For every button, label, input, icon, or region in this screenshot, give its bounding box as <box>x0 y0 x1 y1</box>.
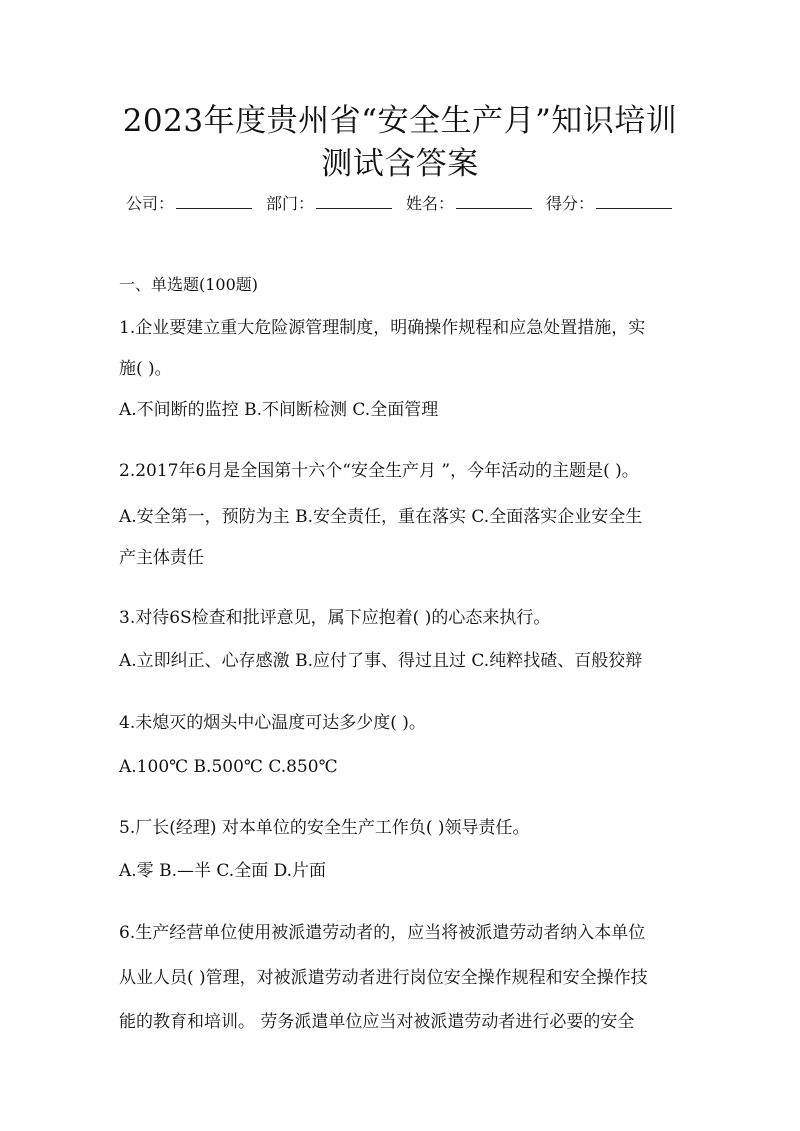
question-4-stem-line1: 4.未熄灭的烟头中心温度可达多少度( )。 <box>119 713 426 733</box>
question-2-options-line1: A.安全第一，预防为主 B.安全责任，重在落实 C.全面落实企业安全生 <box>119 507 643 527</box>
question-5-stem-line1: 5.厂长(经理) 对本单位的安全生产工作负( )领导责任。 <box>119 818 530 838</box>
name-blank[interactable] <box>456 196 532 209</box>
department-field <box>266 191 392 214</box>
score-blank[interactable] <box>596 196 672 209</box>
question-3-stem-line1: 3.对待6S检查和批评意见，属下应抱着( )的心态来执行。 <box>119 608 551 628</box>
question-1-options: A.不间断的监控 B.不间断检测 C.全面管理 <box>119 400 439 420</box>
name-field <box>406 191 532 214</box>
company-label: 公司： <box>126 194 175 213</box>
question-1-stem-line1: 1.企业要建立重大危险源管理制度，明确操作规程和应急处置措施，实 <box>119 318 646 338</box>
document-title-line1: 2023年度贵州省“安全生产月”知识培训 <box>122 103 678 139</box>
document-title-line2: 测试含答案 <box>321 146 479 182</box>
question-2-stem-line1: 2.2017年6月是全国第十六个“安全生产月 ”，今年活动的主题是( )。 <box>119 461 639 481</box>
question-6-stem-line3: 能的教育和培训。 劳务派遣单位应当对被派遣劳动者进行必要的安全 <box>119 1012 635 1032</box>
score-field <box>546 191 672 214</box>
department-label: 部门： <box>266 194 315 213</box>
question-3-options: A.立即纠正、心存感激 B.应付了事、得过且过 C.纯粹找碴、百般狡辩 <box>119 651 643 671</box>
section-heading: 一、单选题(100题) <box>119 275 259 294</box>
info-fields-row <box>126 191 686 214</box>
question-6-stem-line2: 从业人员( )管理，对被派遣劳动者进行岗位安全操作规程和安全操作技 <box>119 968 648 988</box>
question-4-options: A.100℃ B.500℃ C.850℃ <box>119 757 338 777</box>
score-label: 得分： <box>546 194 595 213</box>
question-5-options: A.零 B.—半 C.全面 D.片面 <box>119 861 327 881</box>
question-6-stem-line1: 6.生产经营单位使用被派遣劳动者的，应当将被派遣劳动者纳入本单位 <box>119 923 646 943</box>
department-blank[interactable] <box>316 196 392 209</box>
company-field <box>126 191 252 214</box>
name-label: 姓名： <box>406 194 455 213</box>
question-1-stem-line2: 施( )。 <box>119 359 172 379</box>
question-2-options-line2: 产主体责任 <box>119 548 204 568</box>
company-blank[interactable] <box>176 196 252 209</box>
